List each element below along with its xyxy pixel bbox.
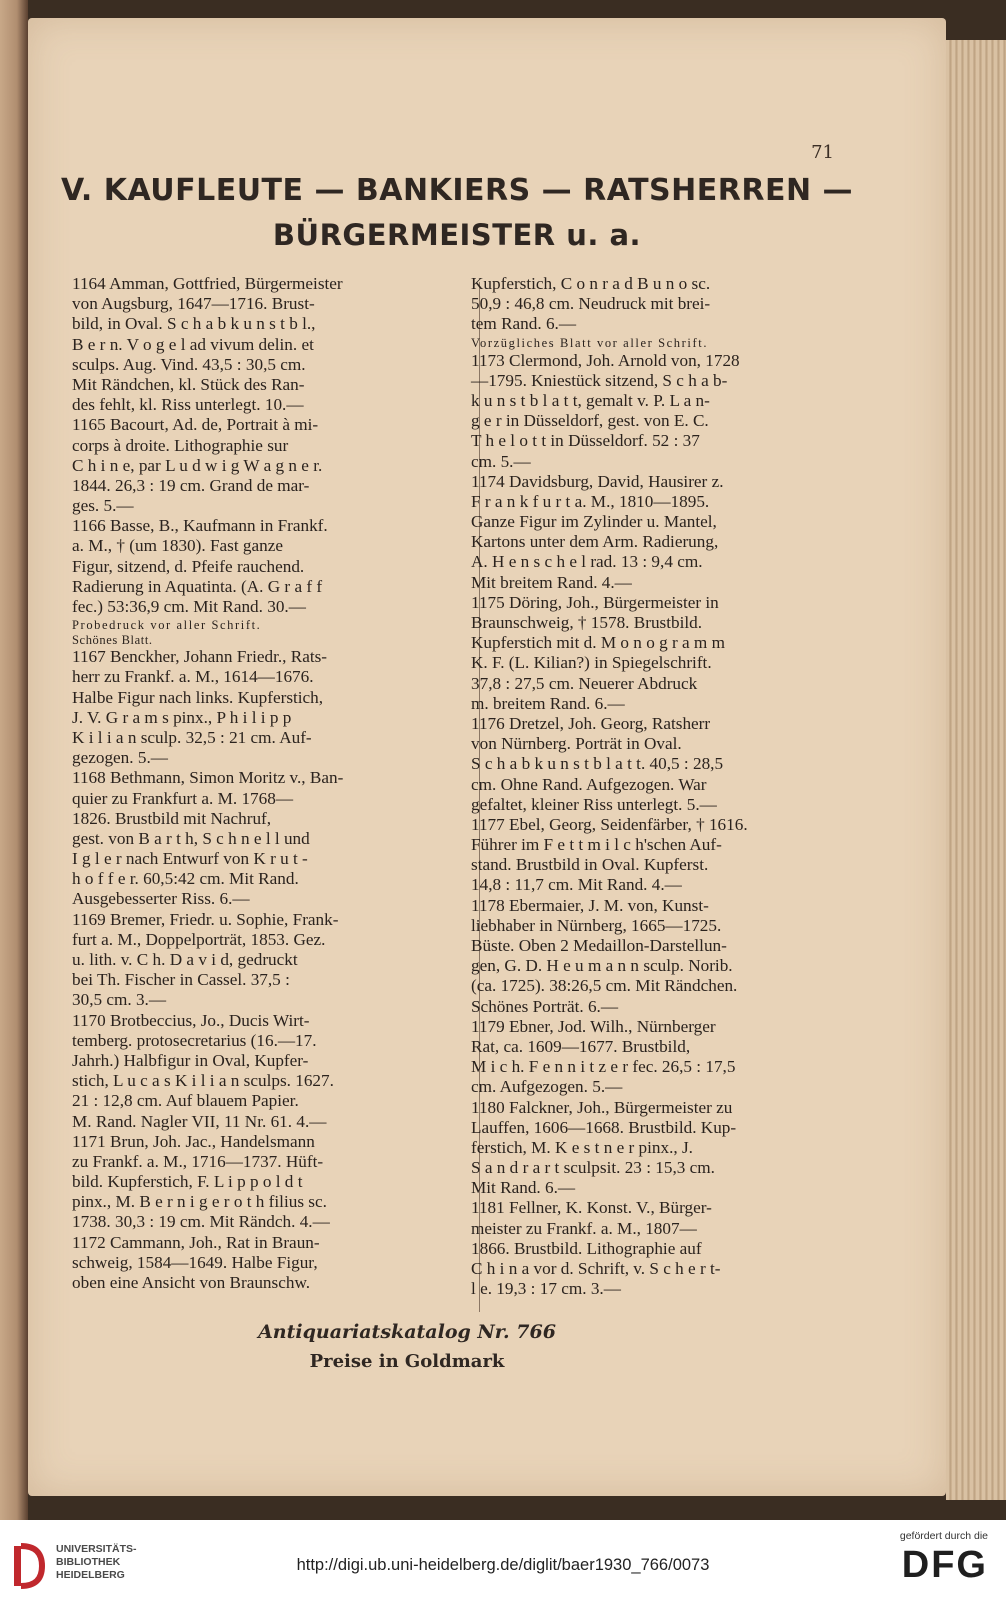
catalog-line: Kupferstich mit d. M o n o g r a m m xyxy=(471,633,725,653)
catalog-line: Braunschweig, † 1578. Brustbild. xyxy=(471,613,703,632)
catalog-line: 1176 Dretzel, Joh. Georg, Ratsherr xyxy=(471,713,711,733)
left-column xyxy=(72,274,472,1293)
catalog-line: 1175 Döring, Joh., Bürgermeister in xyxy=(471,592,719,612)
catalog-line: schweig, 1584—1649. Halbe Figur, xyxy=(72,1252,318,1272)
catalog-line: oben eine Ansicht von Braunschw. xyxy=(72,1273,311,1292)
catalog-line: gest. von B a r t h, S c h n e l l und xyxy=(72,828,310,848)
catalog-footer-title: Antiquariatskatalog Nr. 766 xyxy=(258,1321,556,1343)
catalog-line: Kartons unter dem Arm. Radierung, xyxy=(471,532,719,552)
catalog-line: Jahrh.) Halbfigur in Oval, Kupfer- xyxy=(72,1050,309,1070)
catalog-line: 1174 Davidsburg, David, Hausirer z. xyxy=(471,471,724,491)
catalog-line: quier zu Frankfurt a. M. 1768— xyxy=(72,788,294,808)
catalog-line: 1171 Brun, Joh. Jac., Handelsmann xyxy=(72,1131,315,1151)
catalog-line: Kupferstich, C o n r a d B u n o sc. xyxy=(471,274,711,293)
catalog-line: Vorzügliches Blatt vor aller Schrift. xyxy=(471,335,709,350)
catalog-line: Mit breitem Rand. 4.— xyxy=(471,572,632,592)
catalog-line: Mit Rand. 6.— xyxy=(471,1178,576,1198)
library-name-line: UNIVERSITÄTS- xyxy=(56,1543,137,1555)
catalog-line: T h e l o t t in Düsseldorf. 52 : 37 xyxy=(471,431,700,451)
dfg-logo: DFG xyxy=(901,1544,988,1586)
catalog-line: sculps. Aug. Vind. 43,5 : 30,5 cm. xyxy=(72,354,306,374)
library-name-line: HEIDELBERG xyxy=(56,1569,125,1581)
catalog-line: 14,8 : 11,7 cm. Mit Rand. 4.— xyxy=(471,875,682,895)
catalog-line: 1181 Fellner, K. Konst. V., Bürger- xyxy=(471,1198,712,1218)
catalog-line: I g l e r nach Entwurf von K r u t - xyxy=(72,849,308,869)
catalog-line: 1738. 30,3 : 19 cm. Mit Rändch. 4.— xyxy=(72,1212,330,1232)
catalog-line: herr zu Frankf. a. M., 1614—1676. xyxy=(72,667,314,687)
catalog-line: bei Th. Fischer in Cassel. 37,5 : xyxy=(72,970,290,990)
right-column xyxy=(471,274,871,1299)
catalog-line: Ganze Figur im Zylinder u. Mantel, xyxy=(471,512,717,532)
catalog-line: 1844. 26,3 : 19 cm. Grand de mar- xyxy=(72,475,310,495)
catalog-line: 1165 Bacourt, Ad. de, Portrait à mi- xyxy=(72,415,319,435)
catalog-line: K i l i a n sculp. 32,5 : 21 cm. Auf- xyxy=(72,727,312,747)
catalog-line: a. M., † (um 1830). Fast ganze xyxy=(72,536,283,556)
catalog-line: 1173 Clermond, Joh. Arnold von, 1728 xyxy=(471,350,740,370)
catalog-line: (ca. 1725). 38:26,5 cm. Mit Rändchen. xyxy=(471,976,738,996)
catalog-line: meister zu Frankf. a. M., 1807— xyxy=(471,1218,697,1238)
catalog-line: 37,8 : 27,5 cm. Neuerer Abdruck xyxy=(471,673,698,693)
catalog-line: gezogen. 5.— xyxy=(72,748,168,768)
catalog-line: furt a. M., Doppelporträt, 1853. Gez. xyxy=(72,929,326,949)
catalog-line: F r a n k f u r t a. M., 1810—1895. xyxy=(471,491,710,511)
catalog-line: Büste. Oben 2 Medaillon-Darstellun- xyxy=(471,936,727,955)
catalog-line: Ausgebesserter Riss. 6.— xyxy=(72,889,250,909)
catalog-line: liebhaber in Nürnberg, 1665—1725. xyxy=(471,915,722,935)
catalog-line: Probedruck vor aller Schrift. xyxy=(72,618,262,633)
catalog-line: C h i n a vor d. Schrift, v. S c h e r t- xyxy=(471,1259,721,1278)
catalog-line: M i c h. F e n n i t z e r fec. 26,5 : 17,5 xyxy=(471,1057,736,1077)
catalog-line: pinx., M. B e r n i g e r o t h filius sc. xyxy=(72,1192,327,1212)
catalog-line: S a n d r a r t sculpsit. 23 : 15,3 cm. xyxy=(471,1158,715,1178)
catalog-line: 1178 Ebermaier, J. M. von, Kunst- xyxy=(471,895,709,915)
catalog-line: Führer im F e t t m i l c h'schen Auf- xyxy=(471,835,722,855)
catalog-line: 1180 Falckner, Joh., Bürgermeister zu xyxy=(471,1097,733,1117)
catalog-line: ges. 5.— xyxy=(72,496,134,516)
catalog-line: corps à droite. Lithographie sur xyxy=(72,435,289,455)
catalog-line: 1177 Ebel, Georg, Seidenfärber, † 1616. xyxy=(471,814,748,834)
catalog-line: m. breitem Rand. 6.— xyxy=(471,693,625,713)
catalog-line: tem Rand. 6.— xyxy=(471,314,577,334)
catalog-line: von Augsburg, 1647—1716. Brust- xyxy=(72,294,315,314)
catalog-line: 21 : 12,8 cm. Auf blauem Papier. xyxy=(72,1091,299,1111)
catalog-line: 1164 Amman, Gottfried, Bürgermeister xyxy=(72,274,343,293)
catalog-line: C h i n e, par L u d w i g W a g n e r. xyxy=(72,455,323,475)
catalog-line: ferstich, M. K e s t n e r pinx., J. xyxy=(471,1137,693,1157)
catalog-line: 30,5 cm. 3.— xyxy=(72,990,167,1010)
catalog-line: Schönes Porträt. 6.— xyxy=(471,996,619,1016)
catalog-line: 1866. Brustbild. Lithographie auf xyxy=(471,1238,702,1258)
catalog-line: cm. 5.— xyxy=(471,451,531,471)
catalog-line: M. Rand. Nagler VII, 11 Nr. 61. 4.— xyxy=(72,1111,327,1131)
catalog-line: Halbe Figur nach links. Kupferstich, xyxy=(72,687,324,707)
catalog-line: temberg. protosecretarius (16.—17. xyxy=(72,1030,317,1050)
catalog-line: cm. Aufgezogen. 5.— xyxy=(471,1077,623,1097)
section-title-line-1: V. KAUFLEUTE — BANKIERS — RATSHERREN — xyxy=(61,173,853,208)
catalog-line: zu Frankf. a. M., 1716—1737. Hüft- xyxy=(72,1151,324,1171)
catalog-page xyxy=(28,18,946,1496)
page-number: 71 xyxy=(811,142,834,163)
catalog-line: fec.) 53:36,9 cm. Mit Rand. 30.— xyxy=(72,597,306,616)
catalog-line: A. H e n s c h e l rad. 13 : 9,4 cm. xyxy=(471,552,703,572)
sponsor-label: gefördert durch die xyxy=(899,1530,988,1542)
catalog-line: 1826. Brustbild mit Nachruf, xyxy=(72,808,272,828)
catalog-line: Figur, sitzend, d. Pfeife rauchend. xyxy=(72,556,305,576)
catalog-line: Schönes Blatt. xyxy=(72,633,153,648)
catalog-line: h o f f e r. 60,5:42 cm. Mit Rand. xyxy=(72,869,299,889)
catalog-line: stand. Brustbild in Oval. Kupferst. xyxy=(471,855,709,875)
catalog-line: bild, in Oval. S c h a b k u n s t b l., xyxy=(72,314,316,334)
catalog-line: cm. Ohne Rand. Aufgezogen. War xyxy=(471,774,707,794)
catalog-line: —1795. Kniestück sitzend, S c h a b- xyxy=(471,370,728,390)
catalog-line: stich, L u c a s K i l i a n sculps. 1627. xyxy=(72,1071,334,1091)
catalog-line: 1167 Benckher, Johann Friedr., Rats- xyxy=(72,647,328,667)
section-title-line-2: BÜRGERMEISTER u. a. xyxy=(272,218,642,252)
catalog-line: 1168 Bethmann, Simon Moritz v., Ban- xyxy=(72,768,344,788)
catalog-line: l e. 19,3 : 17 cm. 3.— xyxy=(471,1279,621,1299)
catalog-line: des fehlt, kl. Riss unterlegt. 10.— xyxy=(72,395,304,415)
source-url[interactable]: http://digi.ub.uni-heidelberg.de/diglit/baer1930_766/0073 xyxy=(296,1556,710,1574)
catalog-line: bild. Kupferstich, F. L i p p o l d t xyxy=(72,1172,303,1192)
catalog-line: g e r in Düsseldorf, gest. von E. C. xyxy=(471,411,709,431)
catalog-line: k u n s t b l a t t, gemalt v. P. L a n- xyxy=(471,390,710,410)
catalog-line: S c h a b k u n s t b l a t t. 40,5 : 28,5 xyxy=(471,754,724,774)
catalog-line: gefaltet, kleiner Riss unterlegt. 5.— xyxy=(471,794,717,814)
catalog-line: 1179 Ebner, Jod. Wilh., Nürnberger xyxy=(471,1016,716,1036)
catalog-line: B e r n. V o g e l ad vivum delin. et xyxy=(72,334,314,354)
catalog-footer-prices: Preise in Goldmark xyxy=(309,1351,505,1372)
catalog-line: u. lith. v. C h. D a v i d, gedruckt xyxy=(72,950,298,969)
catalog-line: Rat, ca. 1609—1677. Brustbild, xyxy=(471,1036,691,1056)
catalog-line: J. V. G r a m s pinx., P h i l i p p xyxy=(72,707,292,727)
catalog-line: 1166 Basse, B., Kaufmann in Frankf. xyxy=(72,516,328,536)
catalog-line: von Nürnberg. Porträt in Oval. xyxy=(471,734,682,754)
catalog-line: 1170 Brotbeccius, Jo., Ducis Wirt- xyxy=(72,1010,310,1030)
catalog-line: 1169 Bremer, Friedr. u. Sophie, Frank- xyxy=(72,909,339,929)
catalog-line: Lauffen, 1606—1668. Brustbild. Kup- xyxy=(471,1117,737,1137)
catalog-line: 1172 Cammann, Joh., Rat in Braun- xyxy=(72,1232,320,1252)
library-name-line: BIBLIOTHEK xyxy=(56,1556,121,1568)
catalog-line: Mit Rändchen, kl. Stück des Ran- xyxy=(72,374,305,394)
catalog-line: Radierung in Aquatinta. (A. G r a f f xyxy=(72,576,323,596)
catalog-line: K. F. (L. Kilian?) in Spiegelschrift. xyxy=(471,653,712,673)
catalog-line: 50,9 : 46,8 cm. Neudruck mit brei- xyxy=(471,294,711,314)
catalog-line: gen, G. D. H e u m a n n sculp. Norib. xyxy=(471,956,733,976)
page-stack-edge xyxy=(946,40,1006,1500)
